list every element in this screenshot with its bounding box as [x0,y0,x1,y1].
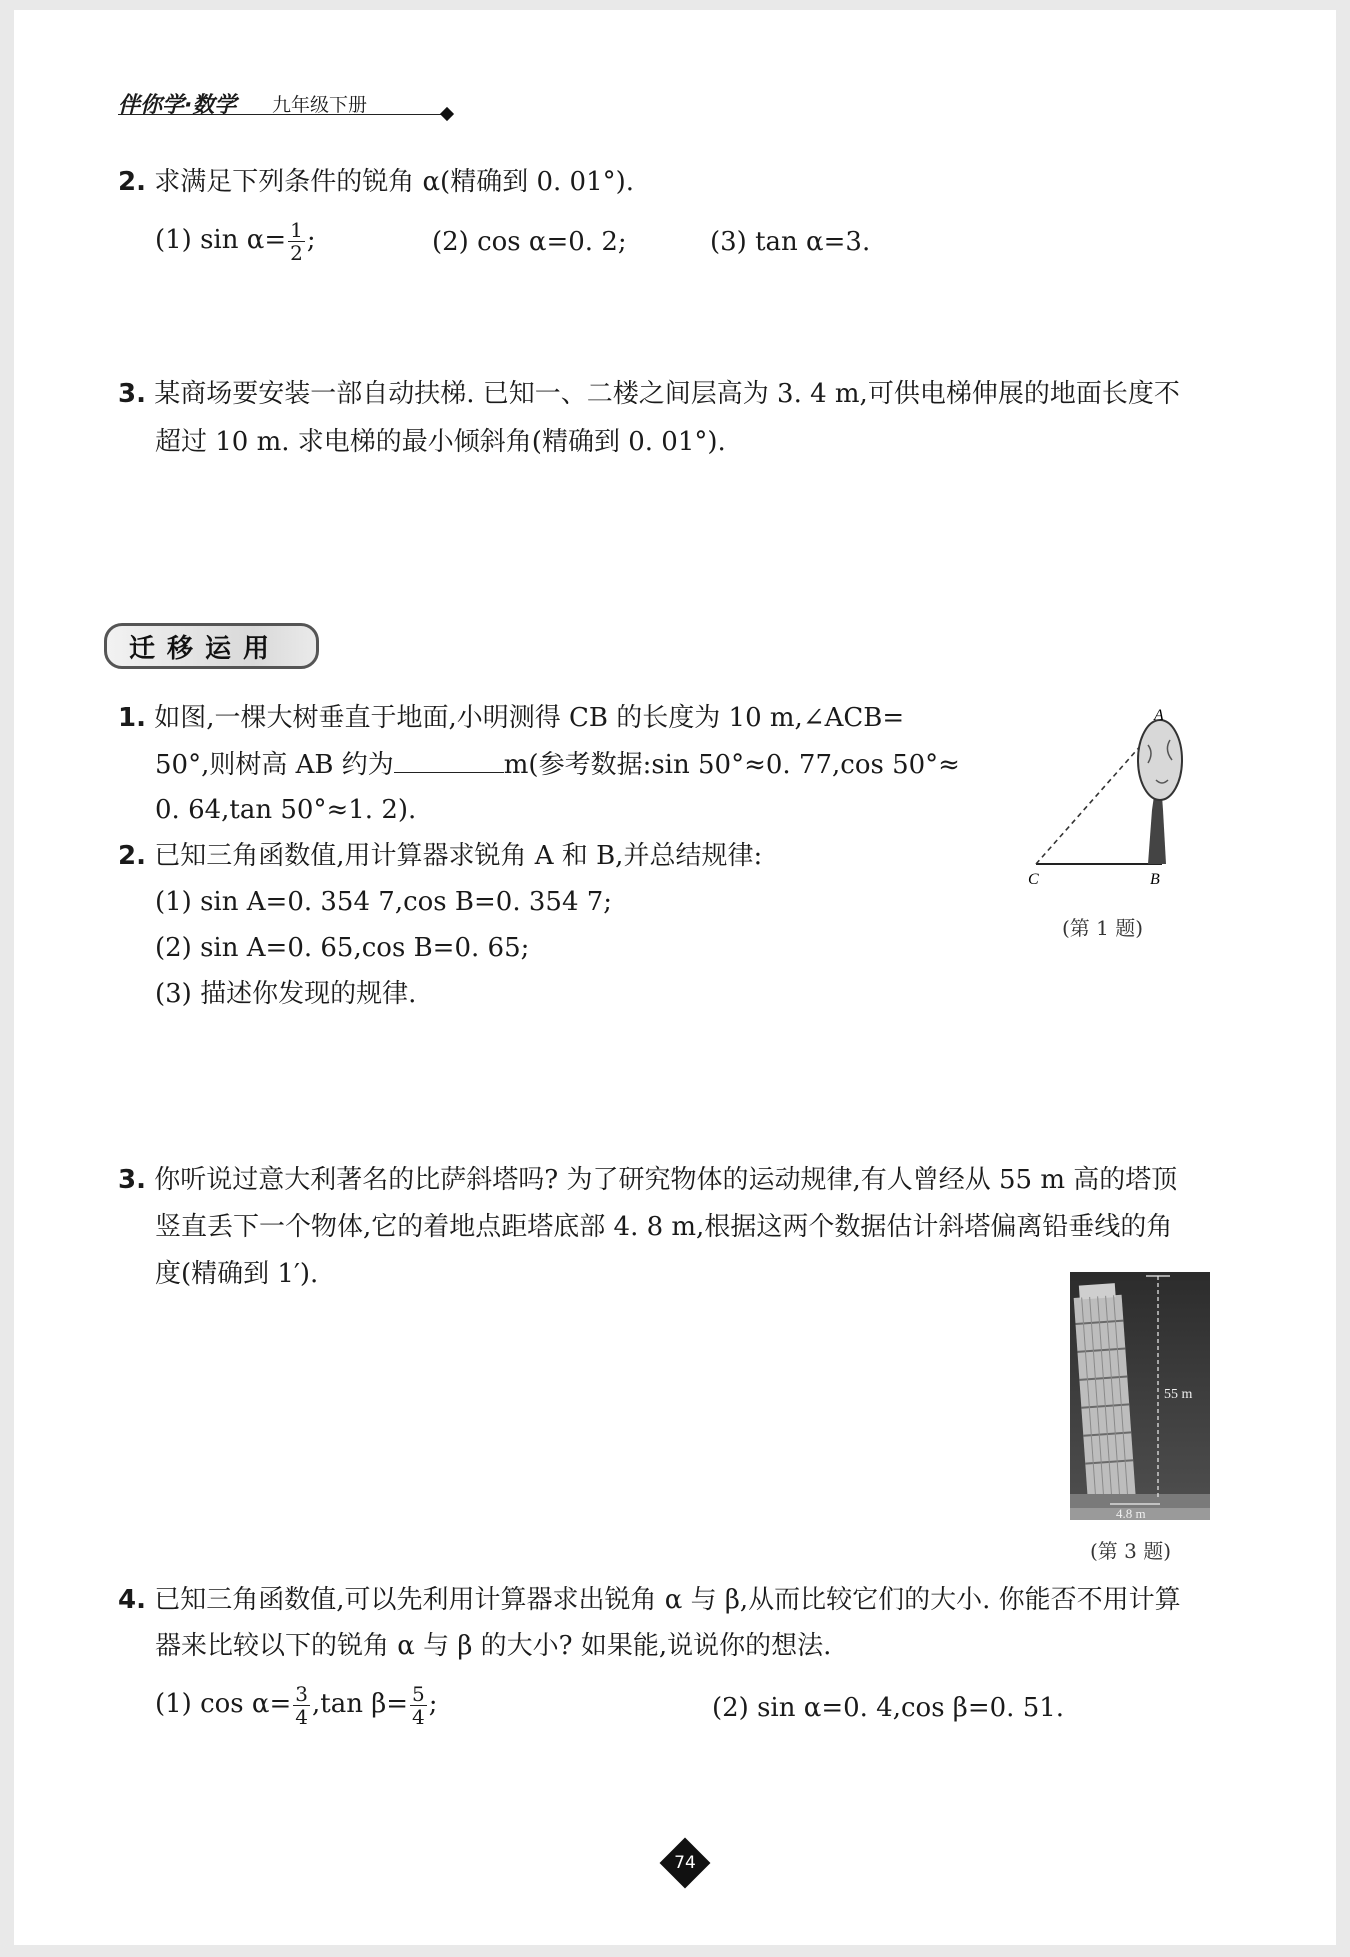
question-number: 2. [118,841,146,871]
question-3 [118,372,1180,416]
fraction-cos [293,1683,310,1728]
s2-question-4 [118,1578,1181,1622]
s2-q2-part-2: (2) sin A=0. 65,cos B=0. 65; [155,933,530,963]
denominator: 4 [295,1704,308,1729]
q2-part-3: (3) tan α=3. [710,227,871,257]
page-number: 74 [674,1853,696,1873]
denominator: 4 [412,1704,425,1729]
question-text-line-2: 竖直丢下一个物体,它的着地点距塔底部 4. 8 m,根据这两个数据估计斜塔偏离铅垂线的角 [155,1212,1173,1242]
header-rule [118,114,446,115]
base-label: 4.8 m [1116,1506,1146,1520]
label-a: A [1154,707,1164,724]
q4-part-1-end: ; [428,1689,438,1719]
s2-q4-part-1 [155,1682,438,1728]
question-text-line-1: 你听说过意大利著名的比萨斜塔吗? 为了研究物体的运动规律,有人曾经从 55 m 高的塔顶 [154,1165,1178,1195]
question-number: 3. [118,1165,146,1195]
s2-q2-part-3: (3) 描述你发现的规律. [155,979,417,1009]
s2-q1-line-2 [155,742,960,787]
question-stem: 已知三角函数值,用计算器求锐角 A 和 B,并总结规律: [154,841,763,871]
tree-triangle-figure [1020,700,1220,890]
label-b: B [1150,871,1160,888]
s2-question-3 [118,1158,1177,1202]
height-label: 55 m [1164,1387,1193,1402]
numerator: 5 [412,1681,425,1706]
question-number: 3. [118,379,146,409]
question-text-line-2: 超过 10 m. 求电梯的最小倾斜角(精确到 0. 01°). [155,427,726,457]
question-text-line-2: 器来比较以下的锐角 α 与 β 的大小? 如果能,说说你的想法. [155,1631,832,1661]
page-number-badge [660,1838,710,1888]
section-title: 迁移运用 [129,633,282,664]
q2-part-1-text: (1) sin α= [155,225,287,255]
s2-q2-part-1: (1) sin A=0. 354 7,cos B=0. 354 7; [155,887,613,917]
question-text: m(参考数据:sin 50°≈0. 77,cos 50°≈ [503,750,960,780]
book-subtitle: 九年级下册 [272,94,368,116]
q2-part-1 [155,218,316,264]
tree-canopy [1138,720,1182,800]
numerator: 3 [295,1681,308,1706]
s2-q4-part-2: (2) sin α=0. 4,cos β=0. 51. [712,1693,1065,1723]
label-c: C [1028,871,1039,888]
q2-part-2: (2) cos α=0. 2; [432,227,627,257]
fraction [288,219,305,264]
tree-trunk [1148,796,1166,864]
question-text-line-3: 度(精确到 1′). [155,1259,319,1289]
figure-1-caption: (第 1 题) [1062,916,1144,940]
s2-q1-line-3: 0. 64,tan 50°≈1. 2). [155,795,417,825]
figure-3-caption: (第 3 题) [1090,1539,1172,1563]
q4-part-1-text: (1) cos α= [155,1689,292,1719]
s2-question-1 [118,696,904,740]
question-text-line-1: 已知三角函数值,可以先利用计算器求出锐角 α 与 β,从而比较它们的大小. 你能否不用计算 [154,1585,1181,1615]
numerator: 1 [290,217,303,242]
question-2 [118,160,634,204]
fraction-tan [410,1683,427,1728]
q4-part-1-mid: ,tan β= [312,1689,409,1719]
section-heading [104,623,319,669]
question-stem: 求满足下列条件的锐角 α(精确到 0. 01°). [154,167,635,197]
q2-part-1-end: ; [306,225,316,255]
question-number: 2. [118,167,146,197]
question-number: 4. [118,1585,146,1615]
question-text-line-1: 某商场要安装一部自动扶梯. 已知一、二楼之间层高为 3. 4 m,可供电梯伸展的地面长度不 [154,379,1180,409]
book-title: 伴你学·数学 [118,93,237,118]
leaning-tower-photo [1070,1272,1210,1520]
denominator: 2 [290,240,303,265]
question-text: 50°,则树高 AB 约为 [155,750,394,780]
question-text-line-1: 如图,一棵大树垂直于地面,小明测得 CB 的长度为 10 m,∠ACB= [154,703,905,733]
answer-blank[interactable] [394,742,504,773]
question-number: 1. [118,703,146,733]
s2-question-2 [118,834,762,878]
